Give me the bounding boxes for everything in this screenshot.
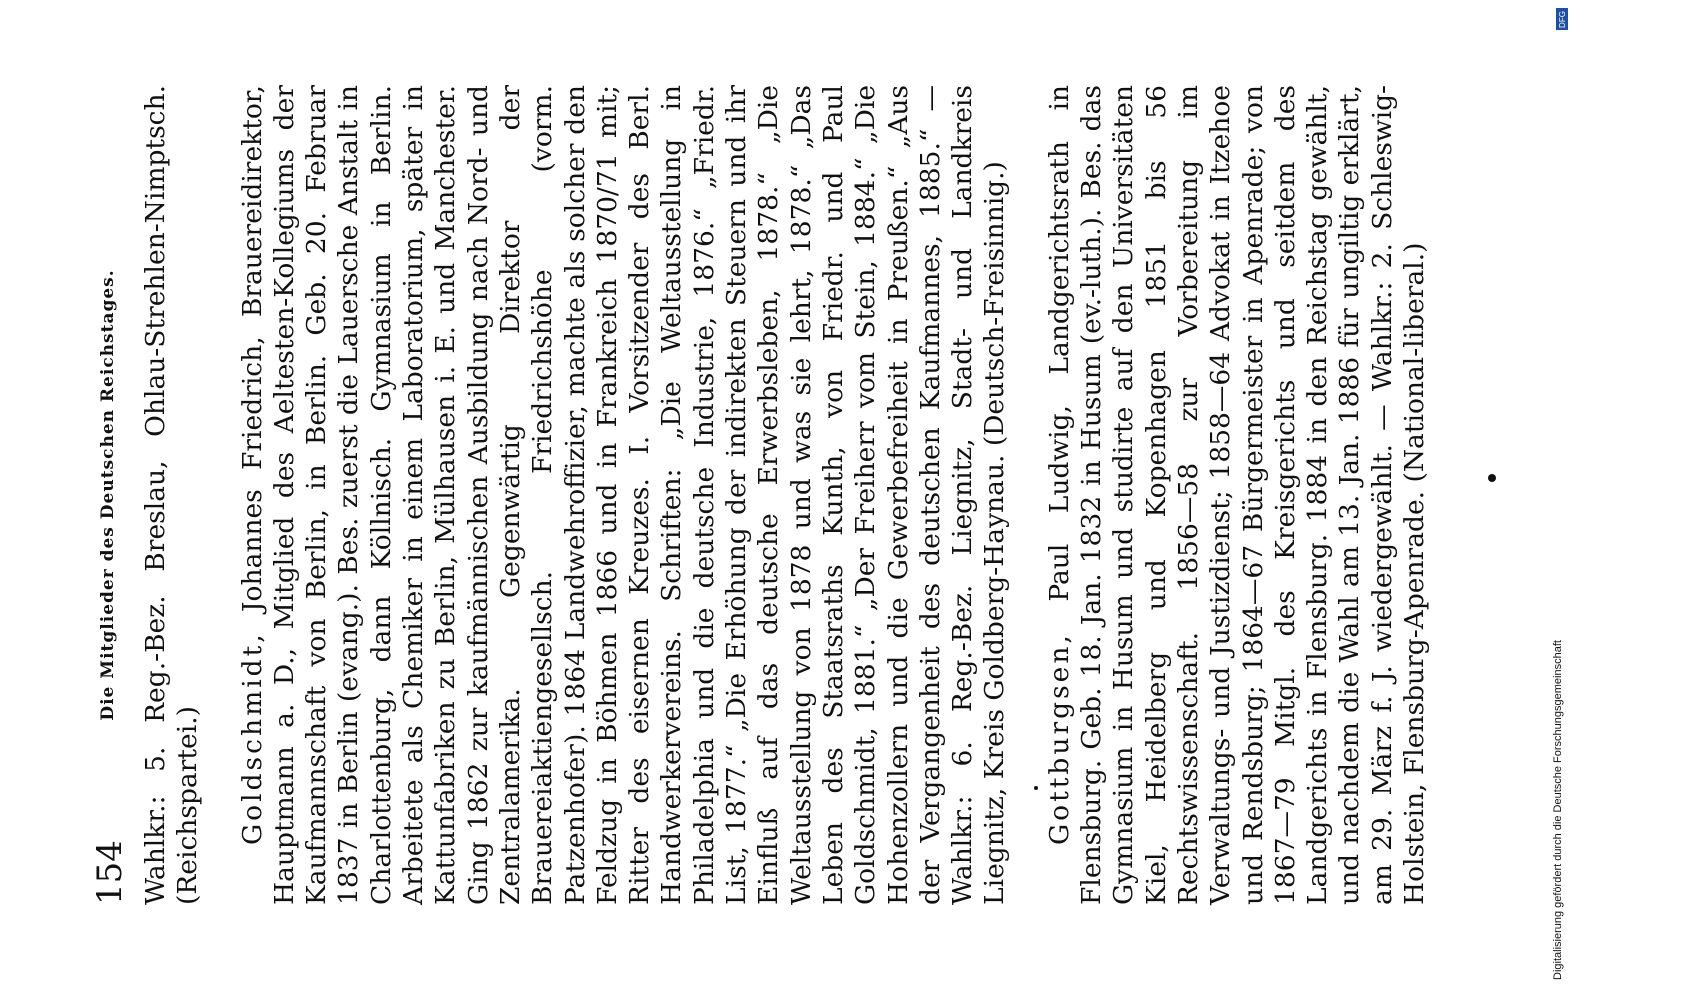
entry-name: Goldschmidt, — [236, 631, 268, 845]
entry-gottburgsen — [1044, 85, 1432, 905]
running-title: Die Mitglieder des Deutschen Reichstages. — [98, 269, 118, 721]
dfg-logo-text: DFG — [1557, 10, 1567, 28]
credit-text: Digitalisierung gefördert durch die Deutsche Forschungsgemeinschaft — [1552, 640, 1564, 980]
entry-text: Johannes Friedrich, Brauereidirektor, Hauptmann a. D., Mitglied des Aeltesten-Kollegiums der Kaufmannschaft von Berlin, in Berlin. Geb. 20. Februar 1837 in Berlin (evang.). Bes. zuerst die Lauersche Anstalt in Charlottenburg, dann Köllnisch. Gymnasium in Berlin. Arbeitete als Chemiker in einem Laboratorium, später in Kattunfabriken zu Berlin, Mülhausen i. E. und Manchester. Ging 1862 zur kaufmännischen Ausbildung nach Nord- und Zentralamerika. Gegenwärtig Direktor der Brauereiaktiengesellsch. Friedrichshöhe (vorm. Patzenhofer). 1864 Landwehroffizier, machte als solcher den Feldzug in Böhmen 1866 und in Frankreich 1870/71 mit; Ritter des eisernen Kreuzes. I. Vorsitzender des Berl. Handwerkervereins. Schriften: „Die Weltausstellung in Philadelphia und die deutsche Industrie, 1876.“ „Friedr. List, 1877.“ „Die Erhöhung der indirekten Steuern und ihr Einfluß auf das deutsche Erwerbsleben, 1878.“ „Die Weltausstellung von 1878 und was sie lehrt, 1878.“ „Das Leben des Staatsraths Kunth, von Friedr. und Paul Goldschmidt, 1881.“ „Der Freiherr vom Stein, 1884.“ „Die Hohenzollern und die Gewerbefreiheit in Preußen.“ „Aus der Vergangenheit des deutschen Kaufmannes, 1885.“ — Wahlkr.: 6. Reg.-Bez. Liegnitz, Stadt- und Landkreis Liegnitz, Kreis Goldberg-Haynau. (Deutsch-Freisinnig.) — [236, 85, 1011, 905]
body-text — [140, 85, 1458, 905]
ink-speck — [1034, 786, 1038, 790]
ink-speck — [1488, 474, 1496, 482]
entry-text: Paul Ludwig, Landgerichtsrath in Flensburg. Geb. 18. Jan. 1832 in Husum (ev.-luth.). Bes. das Gymnasium in Husum und studirte auf den Universitäten Kiel, Heidelberg und Kopenhagen 1851 bis 56 Rechtswissenschaft. 1856—58 zur Vorbereitung im Verwaltungs- und Justizdienst; 1858—64 Advokat in Itzehoe und Rendsburg; 1864—67 Bürgermeister in Apenrade; von 1867—79 Mitgl. des Kreisgerichts und seitdem des Landgerichts in Flensburg. 1884 in den Reichstag gewählt, und nachdem die Wahl am 13. Jan. 1886 für ungiltig erklärt, am 29. März f. J. wiedergewählt. — Wahlkr.: 2. Schleswig-Holstein, Flensburg-Apenrade. (National-liberal.) — [1043, 85, 1430, 905]
entry-name: Gottburgsen, — [1043, 632, 1075, 845]
intro-paragraph: Wahlkr.: 5. Reg.-Bez. Breslau, Ohlau-Strehlen-Nimptsch. (Reichspartei.) — [140, 85, 204, 905]
digitization-credit — [1552, 20, 1566, 980]
page-number: 154 — [90, 840, 130, 905]
entry-goldschmidt — [237, 85, 1012, 905]
